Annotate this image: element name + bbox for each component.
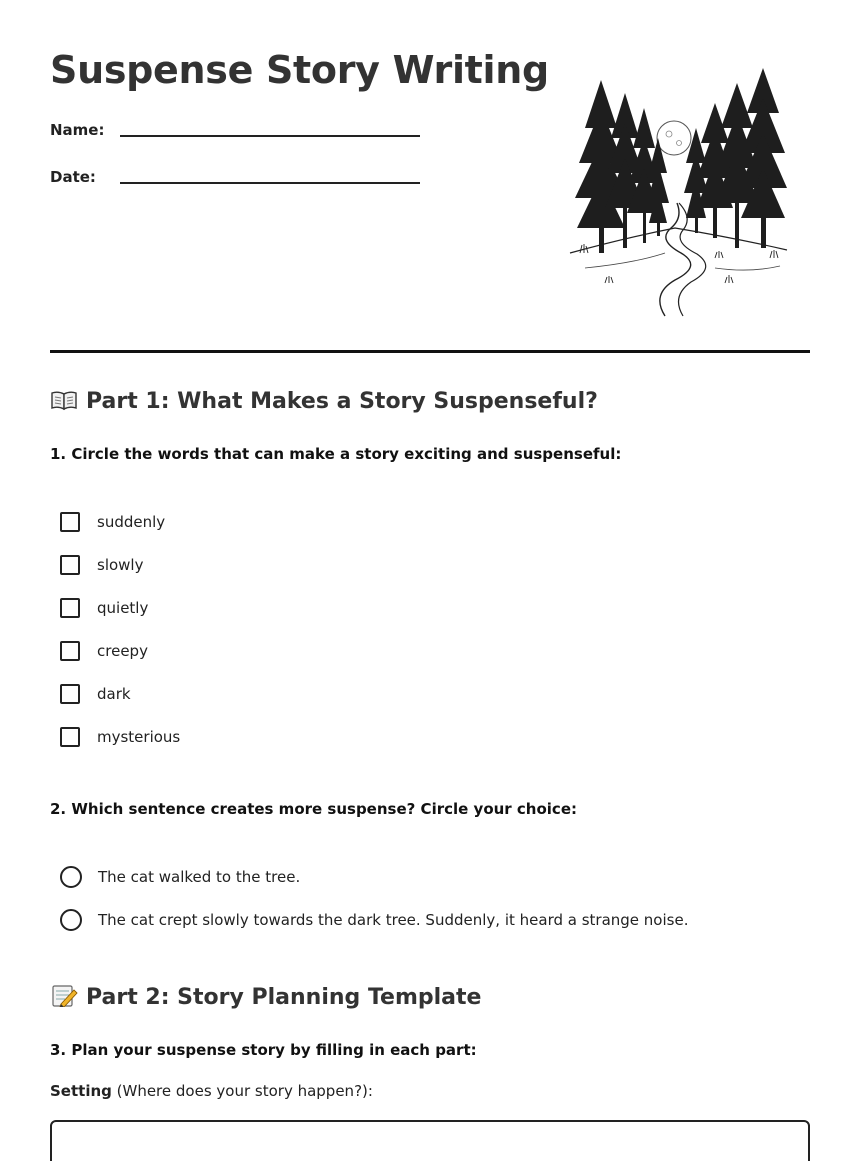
radio-button[interactable] <box>60 866 82 888</box>
option-label: The cat crept slowly towards the dark tree. Suddenly, it heard a strange noise. <box>98 911 689 929</box>
radio-button[interactable] <box>60 909 82 931</box>
question-3: 3. Plan your suspense story by filling in each part: <box>50 1041 477 1059</box>
option-label: suddenly <box>97 513 166 531</box>
setting-hint: (Where does your story happen?): <box>111 1082 373 1100</box>
question-1: 1. Circle the words that can make a story exciting and suspenseful: <box>50 445 622 463</box>
checkbox[interactable] <box>60 727 80 747</box>
word-option[interactable] <box>60 682 131 706</box>
worksheet-page <box>50 0 810 1161</box>
date-field-row <box>50 168 420 198</box>
setting-answer-box[interactable] <box>50 1120 810 1161</box>
sentence-option[interactable] <box>60 908 688 932</box>
part1-heading-text: Part 1: What Makes a Story Suspenseful? <box>86 389 598 414</box>
option-label: creepy <box>97 642 148 660</box>
word-option[interactable] <box>60 725 180 749</box>
checkbox[interactable] <box>60 555 80 575</box>
option-label: quietly <box>97 599 149 617</box>
option-label: dark <box>97 685 131 703</box>
date-field[interactable] <box>120 182 420 184</box>
word-option[interactable] <box>60 553 143 577</box>
part2-heading <box>50 985 481 1010</box>
checkbox[interactable] <box>60 512 80 532</box>
open-book-icon <box>50 389 78 411</box>
option-label: slowly <box>97 556 144 574</box>
header-divider <box>50 350 810 353</box>
memo-pencil-icon <box>50 985 78 1007</box>
word-option[interactable] <box>60 510 165 534</box>
option-label: The cat walked to the tree. <box>98 868 301 886</box>
date-label: Date: <box>50 168 96 186</box>
name-field[interactable] <box>120 135 420 137</box>
name-field-row <box>50 121 420 151</box>
page-title: Suspense Story Writing <box>50 48 549 92</box>
word-option[interactable] <box>60 639 148 663</box>
name-label: Name: <box>50 121 105 139</box>
checkbox[interactable] <box>60 598 80 618</box>
forest-path-illustration <box>565 68 790 318</box>
option-label: mysterious <box>97 728 181 746</box>
word-option[interactable] <box>60 596 148 620</box>
setting-prompt <box>50 1082 373 1100</box>
part1-heading <box>50 389 598 414</box>
setting-label: Setting <box>50 1082 112 1100</box>
sentence-option[interactable] <box>60 865 300 889</box>
question-2: 2. Which sentence creates more suspense? Circle your choice: <box>50 800 577 818</box>
checkbox[interactable] <box>60 641 80 661</box>
part2-heading-text: Part 2: Story Planning Template <box>86 985 482 1010</box>
checkbox[interactable] <box>60 684 80 704</box>
